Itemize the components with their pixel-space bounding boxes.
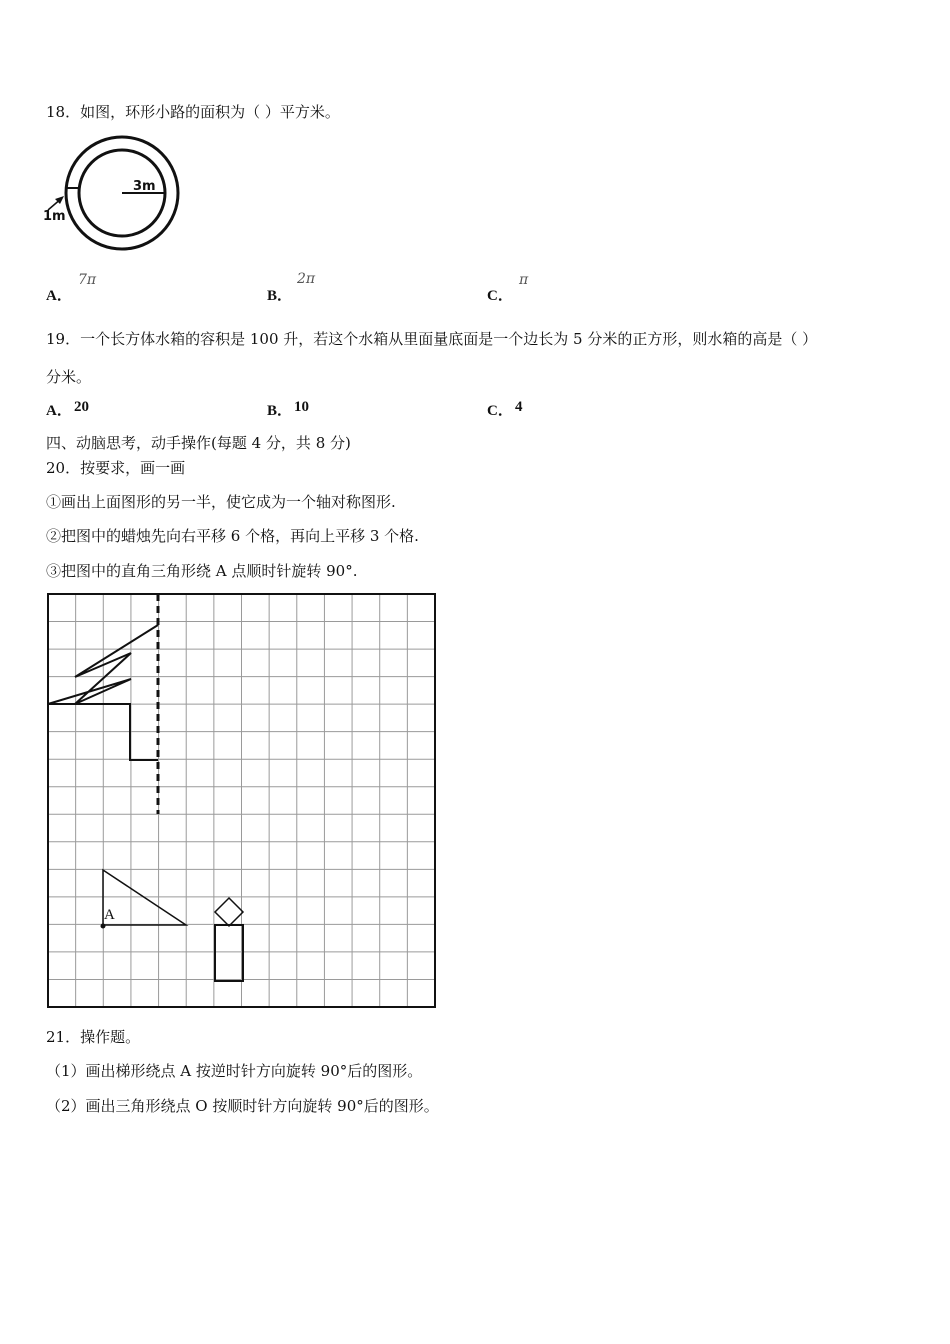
q18-option-b-label: B． <box>267 288 293 304</box>
q18-ring-figure <box>40 132 190 257</box>
q20-grid-figure <box>46 592 438 1010</box>
q18-option-a-label: A． <box>46 288 72 304</box>
q20-item-2: ②把图中的蜡烛先向右平移 6 个格，再向上平移 3 个格. <box>46 527 419 545</box>
q18-stem: 18．如图，环形小路的面积为（ ）平方米。 <box>46 103 340 121</box>
inner-radius-label: 3m <box>133 179 156 194</box>
section4-title: 四、动脑思考，动手操作(每题 4 分，共 8 分) <box>46 434 351 452</box>
q20-stem: 20．按要求，画一画 <box>46 459 186 477</box>
candle-flame <box>215 898 243 926</box>
point-a-dot <box>101 924 106 929</box>
q18-option-a-value: 7π <box>78 272 97 288</box>
path-width-label: 1m <box>43 209 66 224</box>
q21-item-2: （2）画出三角形绕点 O 按顺时针方向旋转 90°后的图形。 <box>46 1097 439 1115</box>
grid-lines <box>48 594 435 1007</box>
q19-option-c-value: 4 <box>515 399 523 415</box>
q19-stem-line2: 分米。 <box>46 368 92 386</box>
q18-option-c-label: C． <box>487 288 513 304</box>
q19-option-a-label: A． <box>46 403 72 419</box>
q20-item-1: ①画出上面图形的另一半，使它成为一个轴对称图形. <box>46 493 396 511</box>
q18-option-b-value: 2π <box>297 271 316 287</box>
candle-body <box>215 925 243 981</box>
q19-option-b-label: B． <box>267 403 293 419</box>
q21-stem: 21．操作题。 <box>46 1028 141 1046</box>
q19-option-c-label: C． <box>487 403 513 419</box>
q21-item-1: （1）画出梯形绕点 A 按逆时针方向旋转 90°后的图形。 <box>46 1062 423 1080</box>
right-triangle <box>103 870 186 925</box>
q19-stem-line1: 19．一个长方体水箱的容积是 100 升，若这个水箱从里面量底面是一个边长为 5 分米的正方形，则水箱的高是（ ） <box>46 330 818 348</box>
q20-item-3: ③把图中的直角三角形绕 A 点顺时针旋转 90°. <box>46 562 358 580</box>
point-a-label: A <box>104 907 115 923</box>
q18-option-c-value: π <box>519 272 529 288</box>
q19-option-a-value: 20 <box>74 399 89 415</box>
q19-option-b-value: 10 <box>294 399 309 415</box>
